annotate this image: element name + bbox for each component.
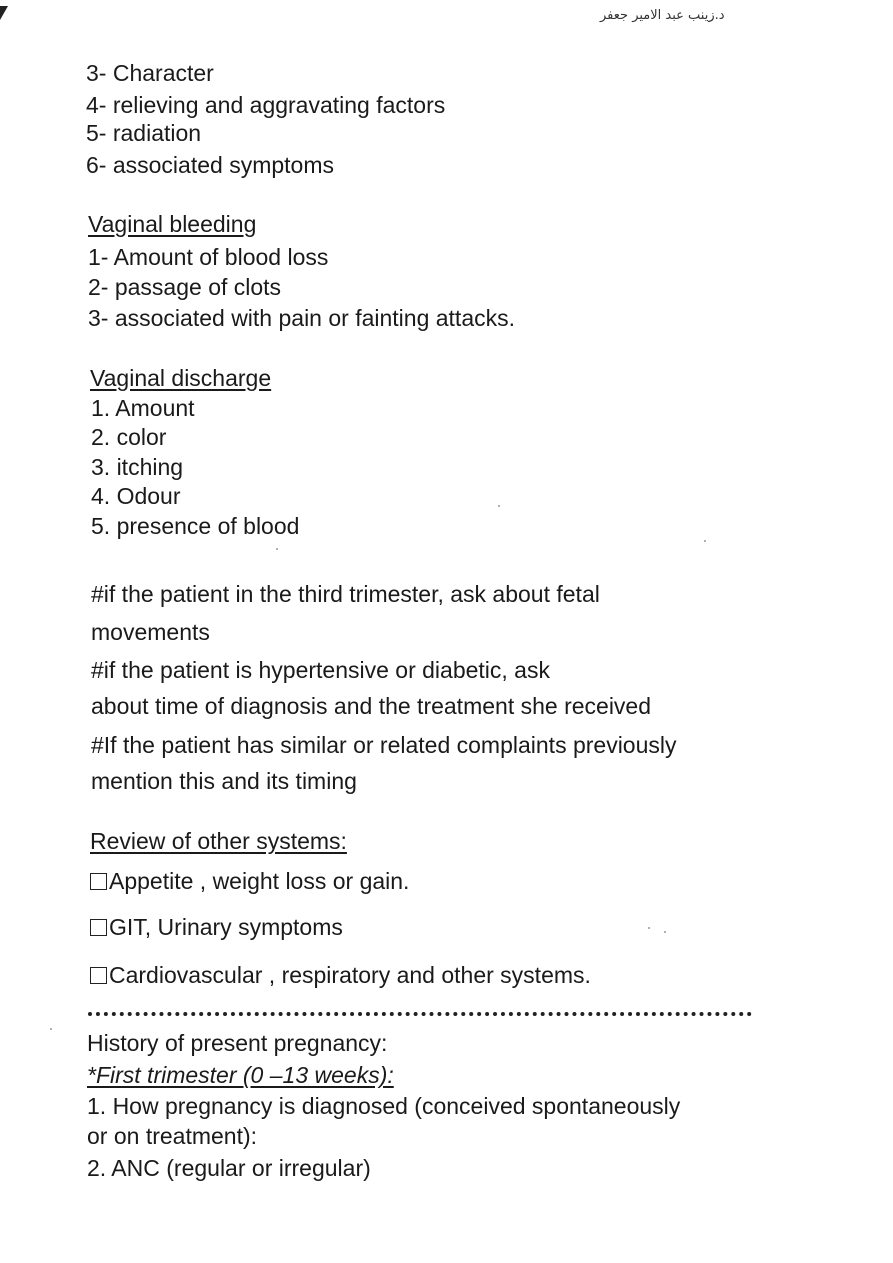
list-item: 1. How pregnancy is diagnosed (conceived spontaneously (87, 1093, 681, 1119)
section-heading-review: Review of other systems: (90, 828, 347, 854)
checklist-item: Appetite , weight loss or gain. (90, 867, 409, 895)
note-line: #If the patient has similar or related complaints previously (91, 732, 677, 758)
list-item: or on treatment): (87, 1123, 258, 1149)
scan-speck (276, 548, 278, 550)
scan-speck (704, 540, 706, 542)
section-heading-vaginal-discharge: Vaginal discharge (90, 365, 272, 391)
list-item: 5- radiation (86, 120, 202, 146)
list-item: 2. ANC (regular or irregular) (87, 1155, 371, 1181)
list-item: 4- relieving and aggravating factors (86, 92, 446, 118)
dotted-divider (88, 1012, 752, 1016)
list-item: 1- Amount of blood loss (88, 244, 329, 270)
note-line: movements (91, 619, 210, 645)
scan-speck (498, 505, 500, 507)
checkbox-icon (90, 919, 107, 936)
list-item: 3- associated with pain or fainting attacks. (88, 305, 516, 331)
note-line: mention this and its timing (91, 768, 357, 794)
checkbox-icon (90, 967, 107, 984)
note-line: about time of diagnosis and the treatment she received (91, 693, 652, 719)
section-heading-vaginal-bleeding: Vaginal bleeding (88, 211, 257, 237)
list-item: 6- associated symptoms (86, 152, 334, 178)
list-item: 4. Odour (91, 483, 181, 509)
scan-corner-mark (0, 6, 8, 20)
section-title-pregnancy: History of present pregnancy: (87, 1030, 388, 1056)
scan-speck (648, 927, 650, 929)
list-item: 2- passage of clots (88, 274, 282, 300)
subsection-first-trimester: *First trimester (0 –13 weeks): (87, 1062, 394, 1088)
note-line: #if the patient is hypertensive or diabetic, ask (91, 657, 550, 683)
author-header: د.زينب عبد الامير جعفر (600, 8, 725, 23)
list-item: 5. presence of blood (91, 513, 300, 539)
list-item: 1. Amount (91, 395, 195, 421)
list-item: 3. itching (91, 454, 184, 480)
scan-speck (664, 931, 666, 933)
scan-speck (50, 1028, 52, 1030)
note-line: #if the patient in the third trimester, ask about fetal (91, 581, 600, 607)
checkbox-icon (90, 873, 107, 890)
checklist-item: Cardiovascular , respiratory and other systems. (90, 961, 591, 989)
list-item: 3- Character (86, 60, 214, 86)
list-item: 2. color (91, 424, 167, 450)
checklist-item: GIT, Urinary symptoms (90, 913, 343, 941)
